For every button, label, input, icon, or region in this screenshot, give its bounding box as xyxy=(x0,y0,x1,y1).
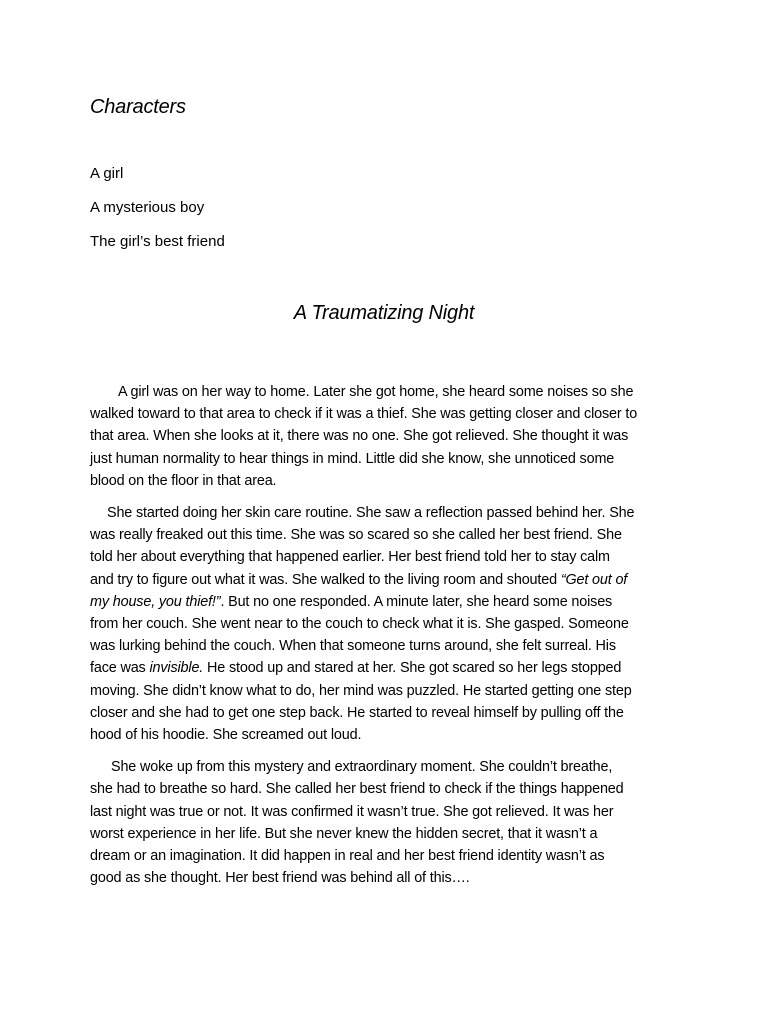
emphasis-invisible: invisible. xyxy=(149,660,204,677)
text-line: last night was true or not. It was confirmed it wasn’t true. She got relieved. It was her xyxy=(90,803,614,820)
text-line: that area. When she looks at it, there was no one. She got relieved. She thought it was xyxy=(90,428,629,445)
paragraph-3 xyxy=(90,756,680,889)
text-line: A girl was on her way to home. Later she got home, she heard some noises so she xyxy=(118,384,634,400)
text-line: was lurking behind the couch. When that someone turns around, she felt surreal. His xyxy=(90,638,616,655)
text-line: worst experience in her life. But she never knew the hidden secret, that it wasn’t a xyxy=(90,825,598,842)
character-item: A girl xyxy=(90,165,124,182)
text-line: just human normality to hear things in mind. Little did she know, she unnoticed some xyxy=(90,450,615,467)
text-line xyxy=(90,591,680,613)
quoted-shout: “Get out of xyxy=(560,571,628,588)
text-line: hood of his hoodie. She screamed out loud. xyxy=(90,727,362,744)
text-run: He stood up and stared at her. She got scared so her legs stopped xyxy=(203,660,622,677)
paragraph-1 xyxy=(90,381,680,492)
characters-heading: Characters xyxy=(90,96,186,118)
text-run: . But no one responded. A minute later, she heard some noises xyxy=(220,593,613,610)
character-item: The girl’s best friend xyxy=(90,233,225,250)
text-line: from her couch. She went near to the couch to check what it is. She gasped. Someone xyxy=(90,616,629,633)
text-line: good as she thought. Her best friend was behind all of this…. xyxy=(90,870,470,887)
text-line: walked toward to that area to check if it was a thief. She was getting closer and closer to xyxy=(90,406,638,423)
text-line: was really freaked out this time. She was so scared so she called her best friend. She xyxy=(90,527,622,544)
text-line: She woke up from this mystery and extraordinary moment. She couldn’t breathe, xyxy=(111,759,613,776)
text-line: she had to breathe so hard. She called her best friend to check if the things happened xyxy=(90,781,624,798)
text-line: dream or an imagination. It did happen in real and her best friend identity wasn’t as xyxy=(90,848,605,865)
text-run: and try to figure out what it was. She walked to the living room and shouted xyxy=(90,571,561,588)
character-list xyxy=(90,162,225,264)
story-title: A Traumatizing Night xyxy=(293,302,475,324)
text-line: closer and she had to get one step back. He started to reveal himself by pulling off the xyxy=(90,704,624,721)
character-item: A mysterious boy xyxy=(90,199,205,216)
text-line: She started doing her skin care routine. She saw a reflection passed behind her. She xyxy=(107,505,635,522)
story-body xyxy=(90,381,680,899)
text-line xyxy=(90,569,680,591)
text-line xyxy=(90,657,680,679)
quoted-shout: my house, you thief!” xyxy=(90,593,221,610)
text-line: blood on the floor in that area. xyxy=(90,472,277,489)
text-line: told her about everything that happened earlier. Her best friend told her to stay calm xyxy=(90,549,610,566)
text-line: moving. She didn’t know what to do, her mind was puzzled. He started getting one step xyxy=(90,682,632,699)
text-run: face was xyxy=(90,660,150,677)
paragraph-2 xyxy=(90,502,680,746)
